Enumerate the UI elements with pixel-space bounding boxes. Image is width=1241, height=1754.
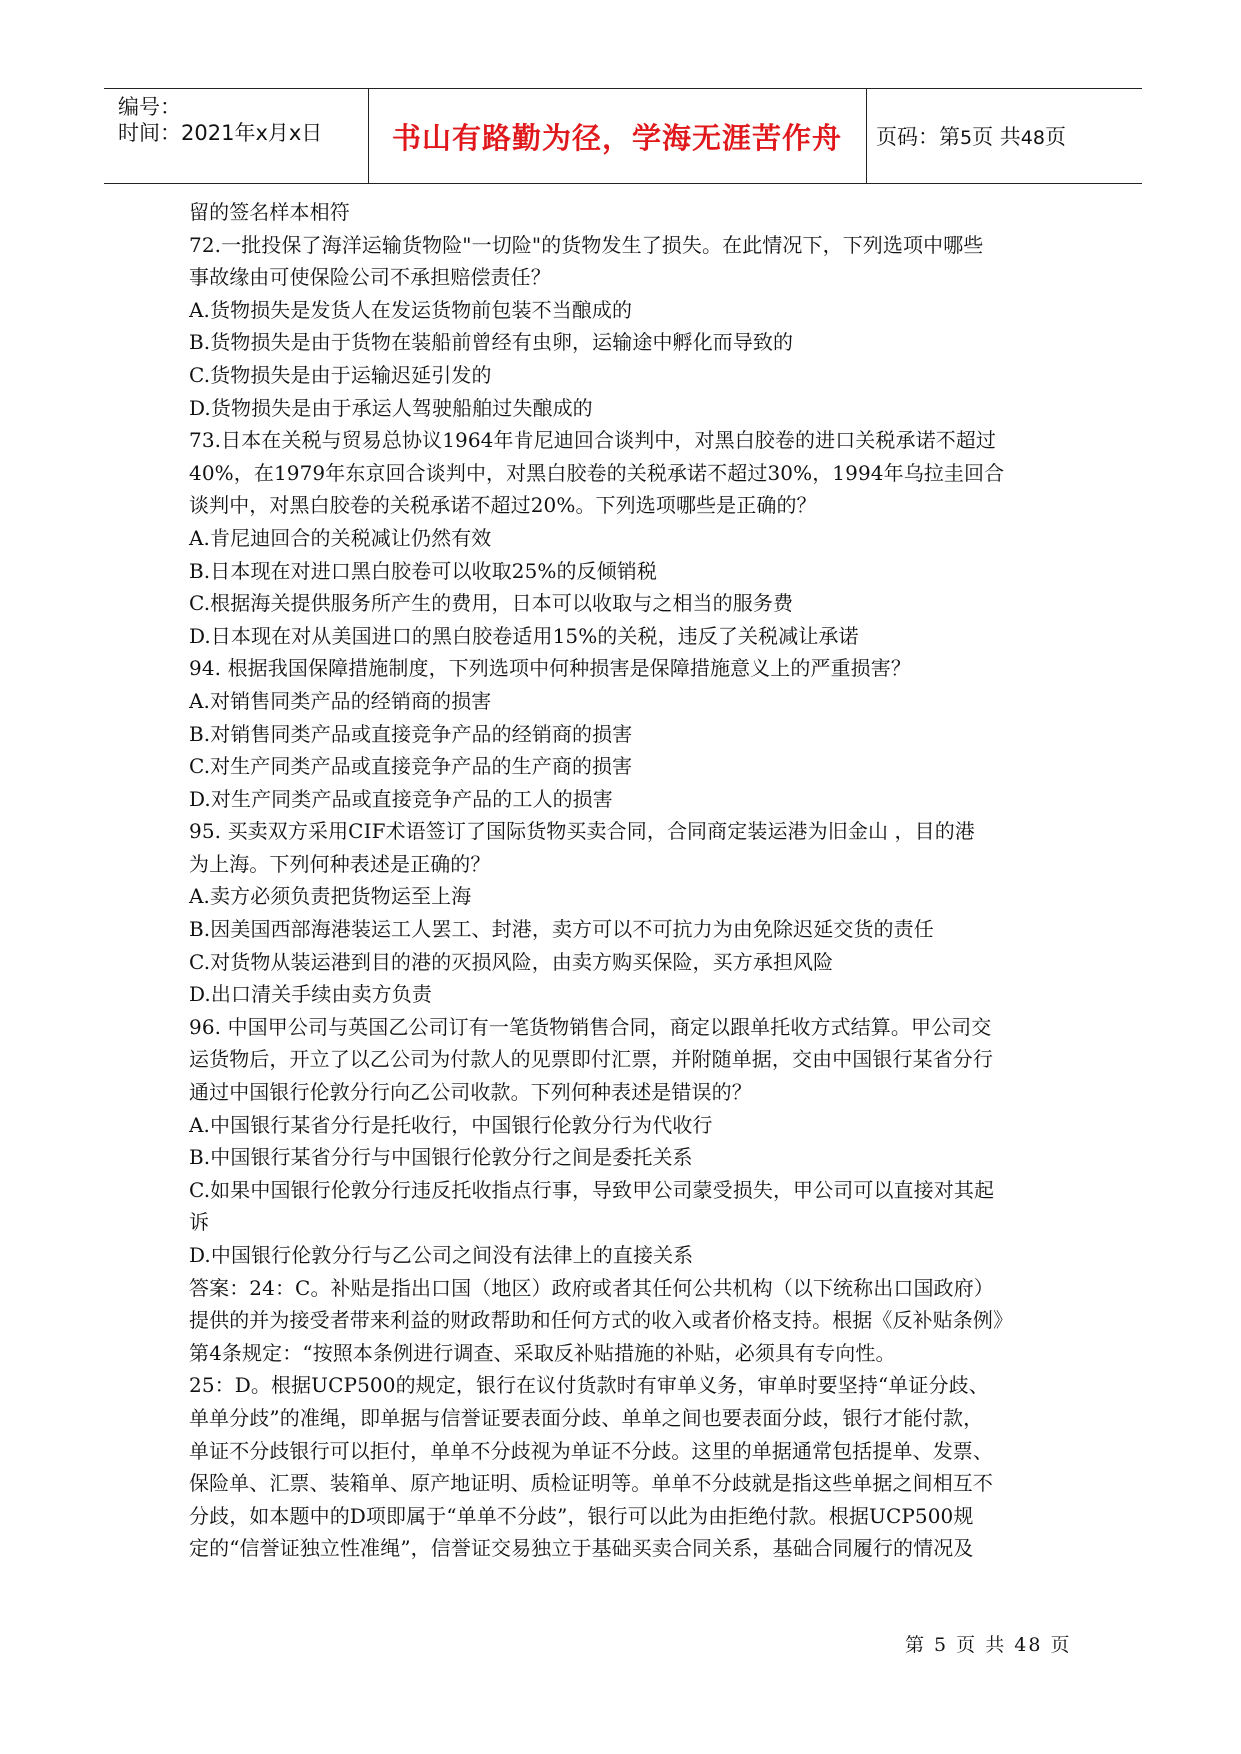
text-line: A.肯尼迪回合的关税减让仍然有效 bbox=[189, 525, 492, 550]
text-line: 94. 根据我国保障措施制度，下列选项中何种损害是保障措施意义上的严重损害？ bbox=[189, 656, 911, 681]
text-line: B.日本现在对进口黑白胶卷可以收取25%的反倾销税 bbox=[189, 558, 658, 583]
page-info bbox=[876, 121, 1066, 151]
text-line: 单证不分歧银行可以拒付，单单不分歧视为单证不分歧。这里的单据通常包括提单、发票、 bbox=[189, 1438, 993, 1463]
text-line: B.中国银行某省分行与中国银行伦敦分行之间是委托关系 bbox=[189, 1145, 693, 1170]
document-body bbox=[189, 196, 1069, 1565]
page-header bbox=[104, 88, 1142, 184]
text-line: 定的“信誉证独立性准绳”，信誉证交易独立于基础买卖合同关系，基础合同履行的情况及 bbox=[189, 1536, 974, 1561]
text-line: 事故缘由可使保险公司不承担赔偿责任？ bbox=[189, 265, 551, 290]
text-line: 为上海。下列何种表述是正确的？ bbox=[189, 851, 491, 876]
page-suffix: 页 bbox=[1044, 125, 1066, 149]
text-line: 25：D。根据UCP500的规定，银行在议付货款时有审单义务，审单时要坚持“单证分歧、 bbox=[189, 1373, 989, 1398]
text-line: B.货物损失是由于货物在装船前曾经有虫卵，运输途中孵化而导致的 bbox=[189, 330, 794, 355]
text-line: 40%，在1979年东京回合谈判中，对黑白胶卷的关税承诺不超过30%，1994年乌拉圭回合 bbox=[189, 460, 1005, 485]
text-line: 诉 bbox=[189, 1210, 210, 1235]
text-line: 第4条规定：“按照本条例进行调查、采取反补贴措施的补贴，必须具有专向性。 bbox=[189, 1340, 896, 1365]
text-line: 95. 买卖双方采用CIF术语签订了国际货物买卖合同，合同商定装运港为旧金山 ，目的港 bbox=[189, 819, 975, 844]
text-line: 分歧，如本题中的D项即属于“单单不分歧”，银行可以此为由拒绝付款。根据UCP500规 bbox=[189, 1503, 974, 1528]
header-motto-cell bbox=[368, 89, 867, 183]
text-line: 谈判中，对黑白胶卷的关税承诺不超过20%。下列选项哪些是正确的？ bbox=[189, 493, 817, 518]
text-line: 答案：24：C。补贴是指出口国（地区）政府或者其任何公共机构（以下统称出口国政府） bbox=[189, 1275, 994, 1300]
text-line: D.出口清关手续由卖方负责 bbox=[189, 982, 432, 1007]
text-line: D.对生产同类产品或直接竞争产品的工人的损害 bbox=[189, 786, 613, 811]
text-line: 73.日本在关税与贸易总协议1964年肯尼迪回合谈判中，对黑白胶卷的进口关税承诺不超过 bbox=[189, 428, 997, 453]
text-line: C.如果中国银行伦敦分行违反托收指点行事，导致甲公司蒙受损失，甲公司可以直接对其起 bbox=[189, 1177, 995, 1202]
page-footer: 第 5 页 共 48 页 bbox=[905, 1634, 1072, 1656]
motto: 书山有路勤为径，学海无涯苦作舟 bbox=[391, 120, 842, 155]
page-prefix: 页码：第 bbox=[876, 125, 960, 149]
header-page-cell bbox=[866, 89, 1142, 183]
text-line: A.货物损失是发货人在发运货物前包装不当酿成的 bbox=[189, 297, 633, 322]
text-line: B.对销售同类产品或直接竞争产品的经销商的损害 bbox=[189, 721, 633, 746]
text-line: C.对生产同类产品或直接竞争产品的生产商的损害 bbox=[189, 754, 633, 779]
text-line: A.中国银行某省分行是托收行，中国银行伦敦分行为代收行 bbox=[189, 1112, 713, 1137]
text-line: 运货物后，开立了以乙公司为付款人的见票即付汇票，并附随单据，交由中国银行某省分行 bbox=[189, 1047, 993, 1072]
text-line: C.根据海关提供服务所产生的费用，日本可以收取与之相当的服务费 bbox=[189, 591, 794, 616]
text-line: 72.一批投保了海洋运输货物险"一切险"的货物发生了损失。在此情况下，下列选项中哪些 bbox=[189, 232, 984, 257]
text-line: D.中国银行伦敦分行与乙公司之间没有法律上的直接关系 bbox=[189, 1243, 694, 1267]
serial-label: 编号： bbox=[118, 95, 181, 119]
page-mid: 页 共 bbox=[972, 125, 1021, 149]
header-meta-cell bbox=[104, 89, 369, 183]
text-line: 保险单、汇票、装箱单、原产地证明、质检证明等。单单不分歧就是指这些单据之间相互不 bbox=[189, 1471, 993, 1496]
text-line: D.货物损失是由于承运人驾驶船舶过失酿成的 bbox=[189, 395, 593, 420]
page-total: 48 bbox=[1020, 127, 1045, 149]
text-line: D.日本现在对从美国进口的黑白胶卷适用15%的关税，违反了关税减让承诺 bbox=[189, 623, 859, 648]
page-number: 5 bbox=[960, 127, 973, 149]
text-line: 提供的并为接受者带来利益的财政帮助和任何方式的收入或者价格支持。根据《反补贴条例》 bbox=[189, 1308, 1014, 1333]
text-line: B.因美国西部海港装运工人罢工、封港，卖方可以不可抗力为由免除迟延交货的责任 bbox=[189, 917, 934, 942]
time-label: 时间：2021年x月x日 bbox=[118, 121, 323, 145]
text-line: A.卖方必须负责把货物运至上海 bbox=[189, 884, 472, 909]
text-line: C.对货物从装运港到目的港的灭损风险，由卖方购买保险，买方承担风险 bbox=[189, 949, 834, 974]
text-line: 留的签名样本相符 bbox=[189, 200, 350, 224]
text-line: 单单分歧”的准绳，即单据与信誉证要表面分歧、单单之间也要表面分歧，银行才能付款， bbox=[189, 1405, 984, 1430]
text-line: 通过中国银行伦敦分行向乙公司收款。下列何种表述是错误的？ bbox=[189, 1080, 752, 1105]
text-line: A.对销售同类产品的经销商的损害 bbox=[189, 688, 492, 713]
text-line: 96. 中国甲公司与英国乙公司订有一笔货物销售合同，商定以跟单托收方式结算。甲公司交 bbox=[189, 1014, 992, 1039]
text-line: C.货物损失是由于运输迟延引发的 bbox=[189, 362, 492, 387]
